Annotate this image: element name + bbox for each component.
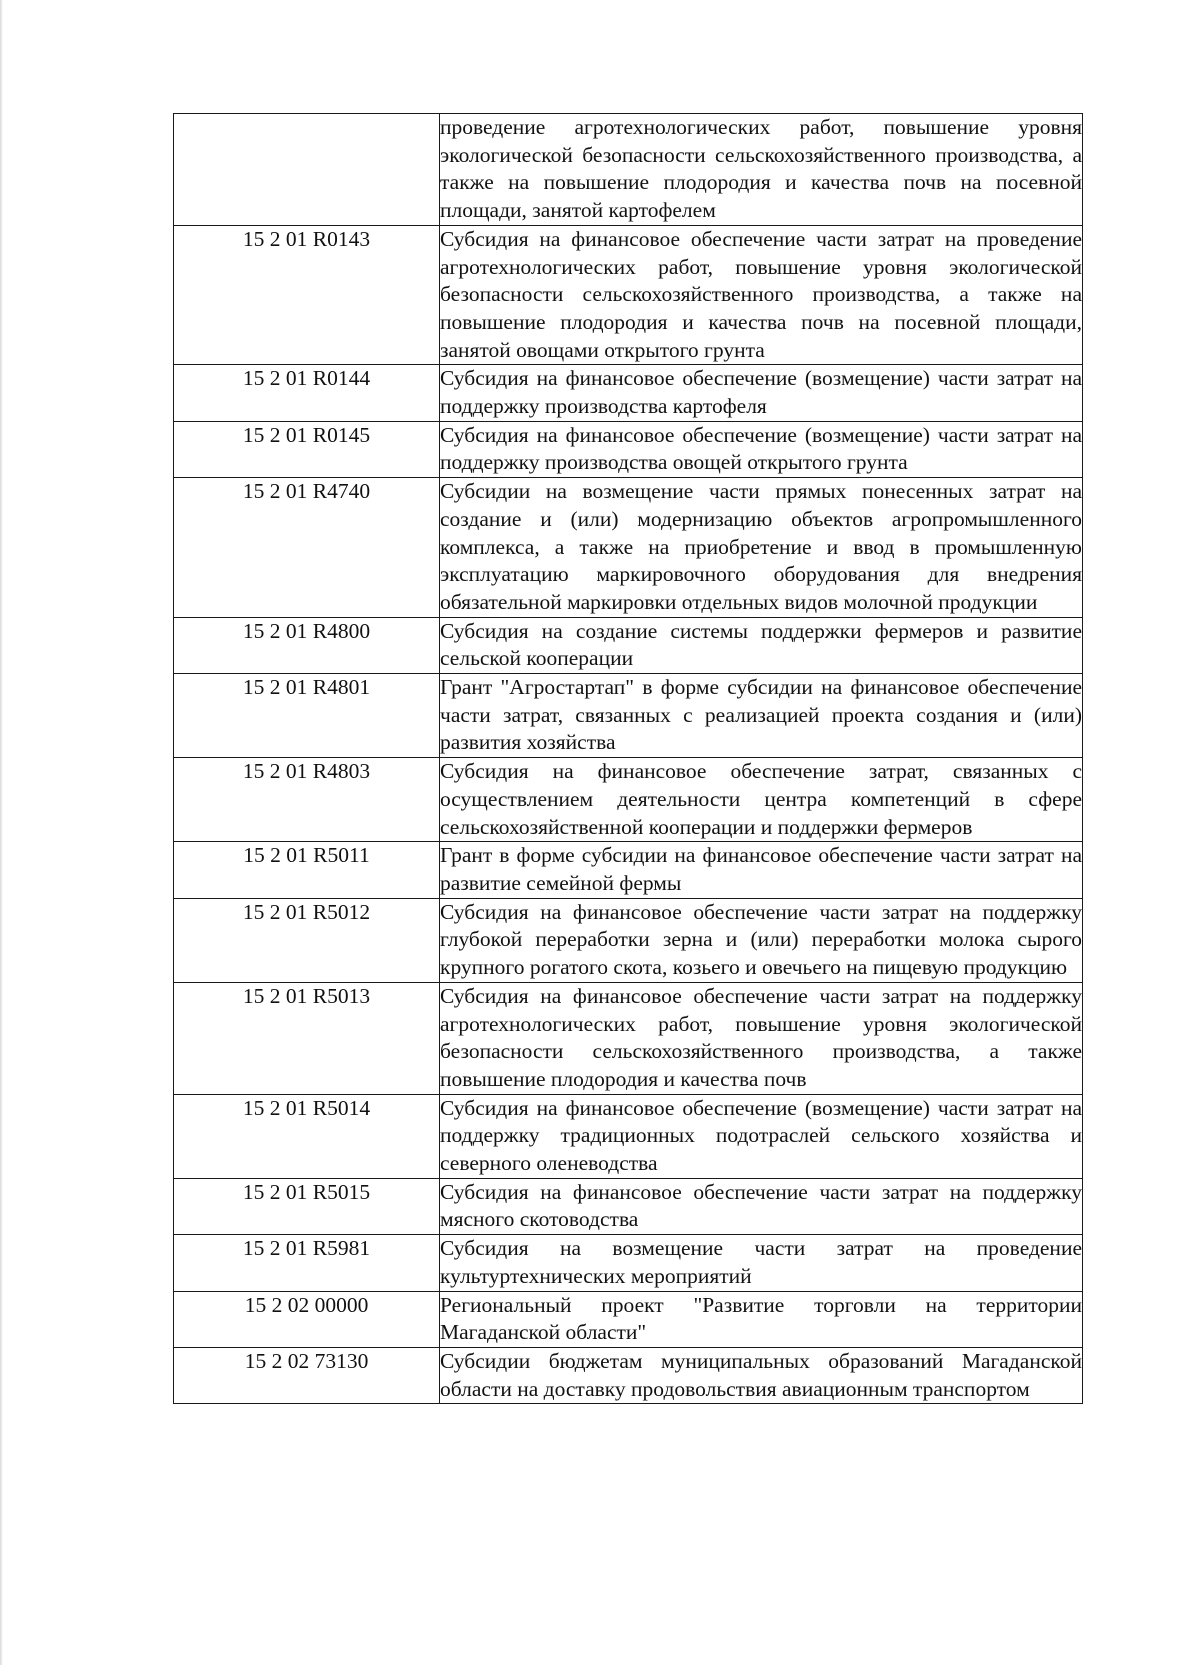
row-code: 15 2 01 R4800 bbox=[174, 617, 440, 673]
table-row bbox=[174, 421, 1083, 477]
row-description: Субсидия на финансовое обеспечение части затрат на поддержку глубокой переработки зерна и (или) переработки молока сырого крупного рогатого скота, козьего и овечьего на пищевую продукцию bbox=[440, 898, 1083, 982]
table-row bbox=[174, 617, 1083, 673]
table-row bbox=[174, 114, 1083, 226]
row-code: 15 2 01 R0145 bbox=[174, 421, 440, 477]
table-body bbox=[174, 114, 1083, 1404]
row-description: Субсидия на финансовое обеспечение (возмещение) части затрат на поддержку производства овощей открытого грунта bbox=[440, 421, 1083, 477]
scan-page-edge bbox=[0, 0, 3, 1665]
row-description: Субсидия на финансовое обеспечение (возмещение) части затрат на поддержку традиционных подотраслей сельского хозяйства и северного оленеводства bbox=[440, 1094, 1083, 1178]
row-code: 15 2 01 R4803 bbox=[174, 758, 440, 842]
table-row bbox=[174, 982, 1083, 1094]
row-code: 15 2 01 R5013 bbox=[174, 982, 440, 1094]
row-description: Субсидия на финансовое обеспечение (возмещение) части затрат на поддержку производства картофеля bbox=[440, 365, 1083, 421]
row-code: 15 2 01 R5014 bbox=[174, 1094, 440, 1178]
row-description: Субсидия на финансовое обеспечение затрат, связанных с осуществлением деятельности центра компетенций в сфере сельскохозяйственной кооперации и поддержки фермеров bbox=[440, 758, 1083, 842]
row-code: 15 2 02 00000 bbox=[174, 1291, 440, 1347]
table-row bbox=[174, 1235, 1083, 1291]
table-row bbox=[174, 898, 1083, 982]
row-code: 15 2 01 R5011 bbox=[174, 842, 440, 898]
row-code bbox=[174, 114, 440, 226]
row-description: Субсидии на возмещение части прямых понесенных затрат на создание и (или) модернизацию объектов агропромышленного комплекса, а также на приобретение и ввод в промышленную эксплуатацию маркировочного оборудования для внедрения обязательной маркировки отдельных видов молочной продукции bbox=[440, 478, 1083, 618]
row-code: 15 2 01 R4740 bbox=[174, 478, 440, 618]
row-code: 15 2 01 R4801 bbox=[174, 674, 440, 758]
row-code: 15 2 02 73130 bbox=[174, 1347, 440, 1403]
row-description: Региональный проект "Развитие торговли на территории Магаданской области" bbox=[440, 1291, 1083, 1347]
row-description: Субсидия на создание системы поддержки фермеров и развитие сельской кооперации bbox=[440, 617, 1083, 673]
row-description: проведение агротехнологических работ, повышение уровня экологической безопасности сельскохозяйственного производства, а также на повышение плодородия и качества почв на посевной площади, занятой картофелем bbox=[440, 114, 1083, 226]
row-code: 15 2 01 R5015 bbox=[174, 1178, 440, 1234]
table-row bbox=[174, 365, 1083, 421]
row-description: Субсидия на финансовое обеспечение части затрат на проведение агротехнологических работ, повышение уровня экологической безопасности сельскохозяйственного производства, а также на повышение плодородия и качества почв на посевной площади, занятой овощами открытого грунта bbox=[440, 225, 1083, 365]
table-row bbox=[174, 1347, 1083, 1403]
table-row bbox=[174, 1178, 1083, 1234]
row-description: Грант в форме субсидии на финансовое обеспечение части затрат на развитие семейной фермы bbox=[440, 842, 1083, 898]
table-row bbox=[174, 1094, 1083, 1178]
row-description: Субсидия на возмещение части затрат на проведение культуртехнических мероприятий bbox=[440, 1235, 1083, 1291]
row-code: 15 2 01 R0144 bbox=[174, 365, 440, 421]
budget-classification-table bbox=[173, 113, 1083, 1404]
row-description: Субсидия на финансовое обеспечение части затрат на поддержку агротехнологических работ, повышение уровня экологической безопасности сельскохозяйственного производства, а также повышение плодородия и качества почв bbox=[440, 982, 1083, 1094]
table-row bbox=[174, 674, 1083, 758]
row-code: 15 2 01 R5981 bbox=[174, 1235, 440, 1291]
table-row bbox=[174, 842, 1083, 898]
row-code: 15 2 01 R5012 bbox=[174, 898, 440, 982]
table-row bbox=[174, 478, 1083, 618]
table-row bbox=[174, 225, 1083, 365]
row-code: 15 2 01 R0143 bbox=[174, 225, 440, 365]
row-description: Субсидия на финансовое обеспечение части затрат на поддержку мясного скотоводства bbox=[440, 1178, 1083, 1234]
row-description: Субсидии бюджетам муниципальных образований Магаданской области на доставку продовольствия авиационным транспортом bbox=[440, 1347, 1083, 1403]
table-row bbox=[174, 1291, 1083, 1347]
row-description: Грант "Агростартап" в форме субсидии на финансовое обеспечение части затрат, связанных с реализацией проекта создания и (или) развития хозяйства bbox=[440, 674, 1083, 758]
table-row bbox=[174, 758, 1083, 842]
